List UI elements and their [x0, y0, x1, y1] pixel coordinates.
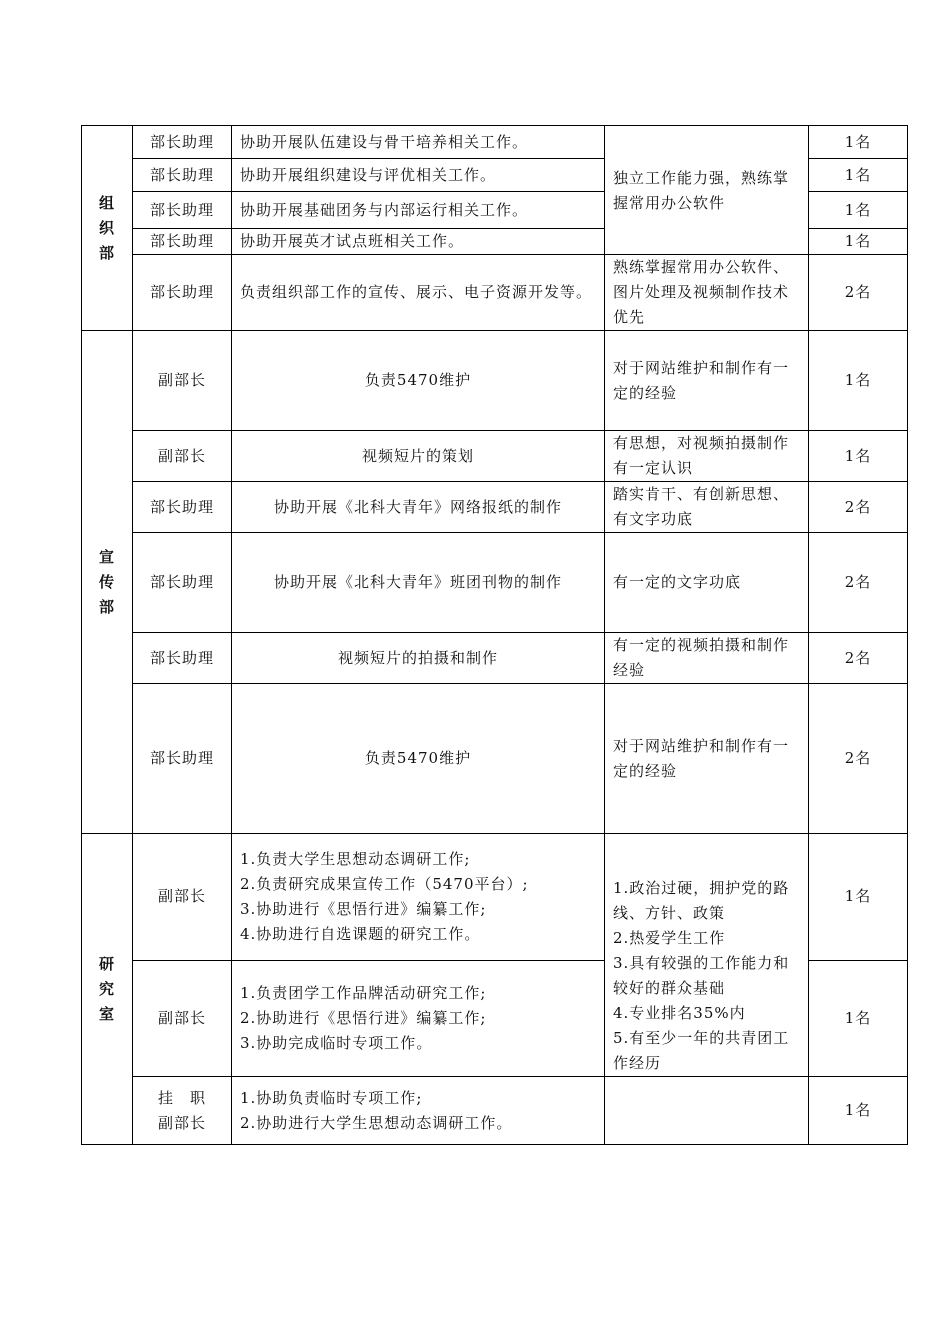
position-cell: 部长助理 [133, 126, 232, 159]
requirement-cell: 独立工作能力强，熟练掌握常用办公软件 [605, 126, 809, 255]
count-cell: 1名 [809, 192, 908, 229]
table-row [82, 684, 908, 834]
dept-cell-pub: 宣 传 部 [82, 331, 133, 834]
position-cell: 副部长 [133, 834, 232, 961]
requirement-cell: 熟练掌握常用办公软件、图片处理及视频制作技术优先 [605, 255, 809, 331]
requirement-cell: 对于网站维护和制作有一定的经验 [605, 331, 809, 431]
requirement-cell: 有思想，对视频拍摄制作有一定认识 [605, 431, 809, 482]
duty-cell: 负责5470维护 [232, 684, 605, 834]
position-cell: 部长助理 [133, 159, 232, 192]
duty-cell: 视频短片的拍摄和制作 [232, 633, 605, 684]
requirement-cell: 对于网站维护和制作有一定的经验 [605, 684, 809, 834]
requirement-cell: 有一定的文字功底 [605, 533, 809, 633]
position-cell: 部长助理 [133, 533, 232, 633]
dept-cell-res: 研 究 室 [82, 834, 133, 1145]
requirement-cell: 1.政治过硬，拥护党的路线、方针、政策 2.热爱学生工作 3.具有较强的工作能力和较好的群众基础 4.专业排名35%内 5.有至少一年的共青团工作经历 [605, 834, 809, 1077]
requirement-cell: 踏实肯干、有创新思想、有文字功底 [605, 482, 809, 533]
count-cell: 2名 [809, 255, 908, 331]
count-cell: 2名 [809, 633, 908, 684]
table-row [82, 834, 908, 961]
duty-cell: 1.负责大学生思想动态调研工作; 2.负责研究成果宣传工作（5470平台）; 3.协助进行《思悟行进》编纂工作; 4.协助进行自选课题的研究工作。 [232, 834, 605, 961]
duty-cell: 协助开展《北科大青年》班团刊物的制作 [232, 533, 605, 633]
count-cell: 1名 [809, 1077, 908, 1145]
table-row [82, 1077, 908, 1145]
position-cell: 副部长 [133, 331, 232, 431]
count-cell: 1名 [809, 960, 908, 1076]
table-row [82, 255, 908, 331]
count-cell: 1名 [809, 431, 908, 482]
duty-cell: 1.负责团学工作品牌活动研究工作; 2.协助进行《思悟行进》编纂工作; 3.协助完成临时专项工作。 [232, 960, 605, 1076]
duty-cell: 协助开展《北科大青年》网络报纸的制作 [232, 482, 605, 533]
position-cell: 副部长 [133, 431, 232, 482]
duty-cell: 视频短片的策划 [232, 431, 605, 482]
position-cell: 部长助理 [133, 684, 232, 834]
duty-cell: 协助开展队伍建设与骨干培养相关工作。 [232, 126, 605, 159]
duty-cell: 1.协助负责临时专项工作; 2.协助进行大学生思想动态调研工作。 [232, 1077, 605, 1145]
count-cell: 1名 [809, 126, 908, 159]
requirement-cell: 有一定的视频拍摄和制作经验 [605, 633, 809, 684]
count-cell: 1名 [809, 331, 908, 431]
table-row [82, 431, 908, 482]
position-cell: 部长助理 [133, 229, 232, 255]
position-cell: 部长助理 [133, 633, 232, 684]
count-cell: 1名 [809, 229, 908, 255]
count-cell: 2名 [809, 533, 908, 633]
position-cell: 部长助理 [133, 255, 232, 331]
duty-cell: 协助开展组织建设与评优相关工作。 [232, 159, 605, 192]
position-cell: 挂 职 副部长 [133, 1077, 232, 1145]
duty-cell: 协助开展英才试点班相关工作。 [232, 229, 605, 255]
table-row [82, 126, 908, 159]
count-cell: 1名 [809, 159, 908, 192]
table-row [82, 633, 908, 684]
position-cell: 部长助理 [133, 482, 232, 533]
position-cell: 部长助理 [133, 192, 232, 229]
table-row [82, 331, 908, 431]
recruitment-table [81, 125, 908, 1145]
duty-cell: 负责组织部工作的宣传、展示、电子资源开发等。 [232, 255, 605, 331]
position-cell: 副部长 [133, 960, 232, 1076]
duty-cell: 协助开展基础团务与内部运行相关工作。 [232, 192, 605, 229]
requirement-cell-continued [605, 1077, 809, 1145]
count-cell: 1名 [809, 834, 908, 961]
table-row [82, 482, 908, 533]
dept-cell-org: 组 织 部 [82, 126, 133, 331]
count-cell: 2名 [809, 482, 908, 533]
count-cell: 2名 [809, 684, 908, 834]
duty-cell: 负责5470维护 [232, 331, 605, 431]
table-row [82, 533, 908, 633]
